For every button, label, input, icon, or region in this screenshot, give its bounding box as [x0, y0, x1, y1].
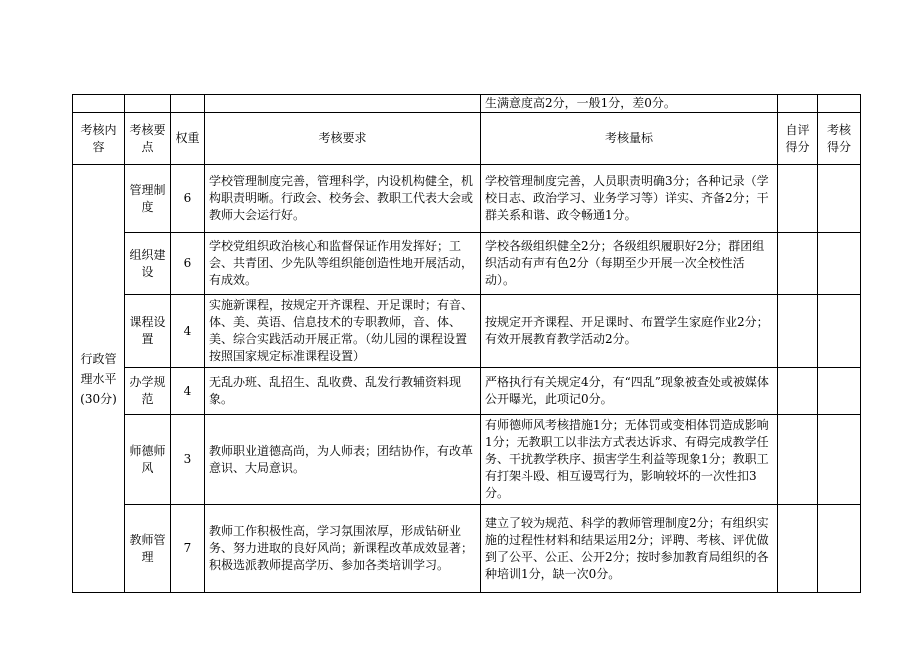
eval-score-cell[interactable] [818, 233, 861, 295]
eval-score-cell[interactable] [818, 368, 861, 415]
category-cell: 行政管理水平(30分) [73, 165, 125, 593]
self-score-cell[interactable] [778, 505, 818, 593]
evaluation-table [72, 94, 861, 593]
row-requirement: 无乱办班、乱招生、乱收费、乱发行教辅资料现象。 [205, 368, 481, 415]
continuation-text: 生满意度高2分，一般1分，差0分。 [481, 95, 778, 113]
row-metric: 有师德师风考核措施1分；无体罚或变相体罚造成影响1分；无教职工以非法方式表达诉求、有碍完成教学任务、干扰教学秩序、损害学生利益等现象1分；教职工有打架斗殴、相互谩骂行为，影响较坏的一次性扣3分。 [481, 415, 778, 505]
row-requirement: 学校管理制度完善，管理科学，内设机构健全，机构职责明晰。行政会、校务会、教职工代表大会或教师大会运行好。 [205, 165, 481, 233]
table-row [73, 165, 861, 233]
row-weight: 4 [171, 295, 205, 368]
self-score-cell[interactable] [778, 165, 818, 233]
header-metric: 考核量标 [481, 113, 778, 165]
header-self-score: 自评得分 [778, 113, 818, 165]
eval-score-cell[interactable] [818, 415, 861, 505]
row-weight: 6 [171, 233, 205, 295]
row-weight: 6 [171, 165, 205, 233]
row-point: 师德师风 [125, 415, 171, 505]
row-point: 组织建设 [125, 233, 171, 295]
continuation-cell-eval [818, 95, 861, 113]
row-metric: 学校各级组织健全2分；各级组织履职好2分；群团组织活动有声有色2分（每期至少开展一次全校性活动）。 [481, 233, 778, 295]
header-eval-score: 考核得分 [818, 113, 861, 165]
table-row [73, 415, 861, 505]
header-point: 考核要点 [125, 113, 171, 165]
row-point: 办学规范 [125, 368, 171, 415]
row-metric: 严格执行有关规定4分，有“四乱”现象被查处或被媒体公开曝光，此项记0分。 [481, 368, 778, 415]
row-metric: 建立了较为规范、科学的教师管理制度2分；有组织实施的过程性材料和结果运用2分；评聘、考核、评优做到了公平、公正、公开2分；按时参加教育局组织的各种培训1分，缺一次0分。 [481, 505, 778, 593]
continuation-cell-self [778, 95, 818, 113]
row-requirement: 实施新课程，按规定开齐课程、开足课时；有音、体、美、英语、信息技术的专职教师，音、体、美、综合实践活动开展正常。（幼儿园的课程设置按照国家规定标准课程设置） [205, 295, 481, 368]
header-content: 考核内容 [73, 113, 125, 165]
row-requirement: 教师职业道德高尚，为人师表；团结协作，有改革意识、大局意识。 [205, 415, 481, 505]
self-score-cell[interactable] [778, 233, 818, 295]
continuation-cell-weight [171, 95, 205, 113]
table-row [73, 505, 861, 593]
eval-score-cell[interactable] [818, 165, 861, 233]
row-weight: 7 [171, 505, 205, 593]
header-row [73, 113, 861, 165]
row-metric: 按规定开齐课程、开足课时、布置学生家庭作业2分；有效开展教育教学活动2分。 [481, 295, 778, 368]
row-weight: 3 [171, 415, 205, 505]
eval-score-cell[interactable] [818, 295, 861, 368]
self-score-cell[interactable] [778, 415, 818, 505]
continuation-cell-point [125, 95, 171, 113]
row-point: 管理制度 [125, 165, 171, 233]
row-requirement: 教师工作积极性高，学习氛围浓厚，形成钻研业务、努力进取的良好风尚；新课程改革成效显著；积极选派教师提高学历、参加各类培训学习。 [205, 505, 481, 593]
row-metric: 学校管理制度完善，人员职责明确3分；各种记录（学校日志、政治学习、业务学习等）详实、齐备2分；干群关系和谐、政令畅通1分。 [481, 165, 778, 233]
eval-score-cell[interactable] [818, 505, 861, 593]
row-point: 课程设置 [125, 295, 171, 368]
header-requirement: 考核要求 [205, 113, 481, 165]
row-requirement: 学校党组织政治核心和监督保证作用发挥好；工会、共青团、少先队等组织能创造性地开展活动，有成效。 [205, 233, 481, 295]
header-weight: 权重 [171, 113, 205, 165]
continuation-cell-content [73, 95, 125, 113]
table-row [73, 295, 861, 368]
table-row [73, 368, 861, 415]
table-row [73, 233, 861, 295]
self-score-cell[interactable] [778, 295, 818, 368]
continuation-row [73, 95, 861, 113]
row-point: 教师管理 [125, 505, 171, 593]
self-score-cell[interactable] [778, 368, 818, 415]
row-weight: 4 [171, 368, 205, 415]
continuation-cell-requirement [205, 95, 481, 113]
